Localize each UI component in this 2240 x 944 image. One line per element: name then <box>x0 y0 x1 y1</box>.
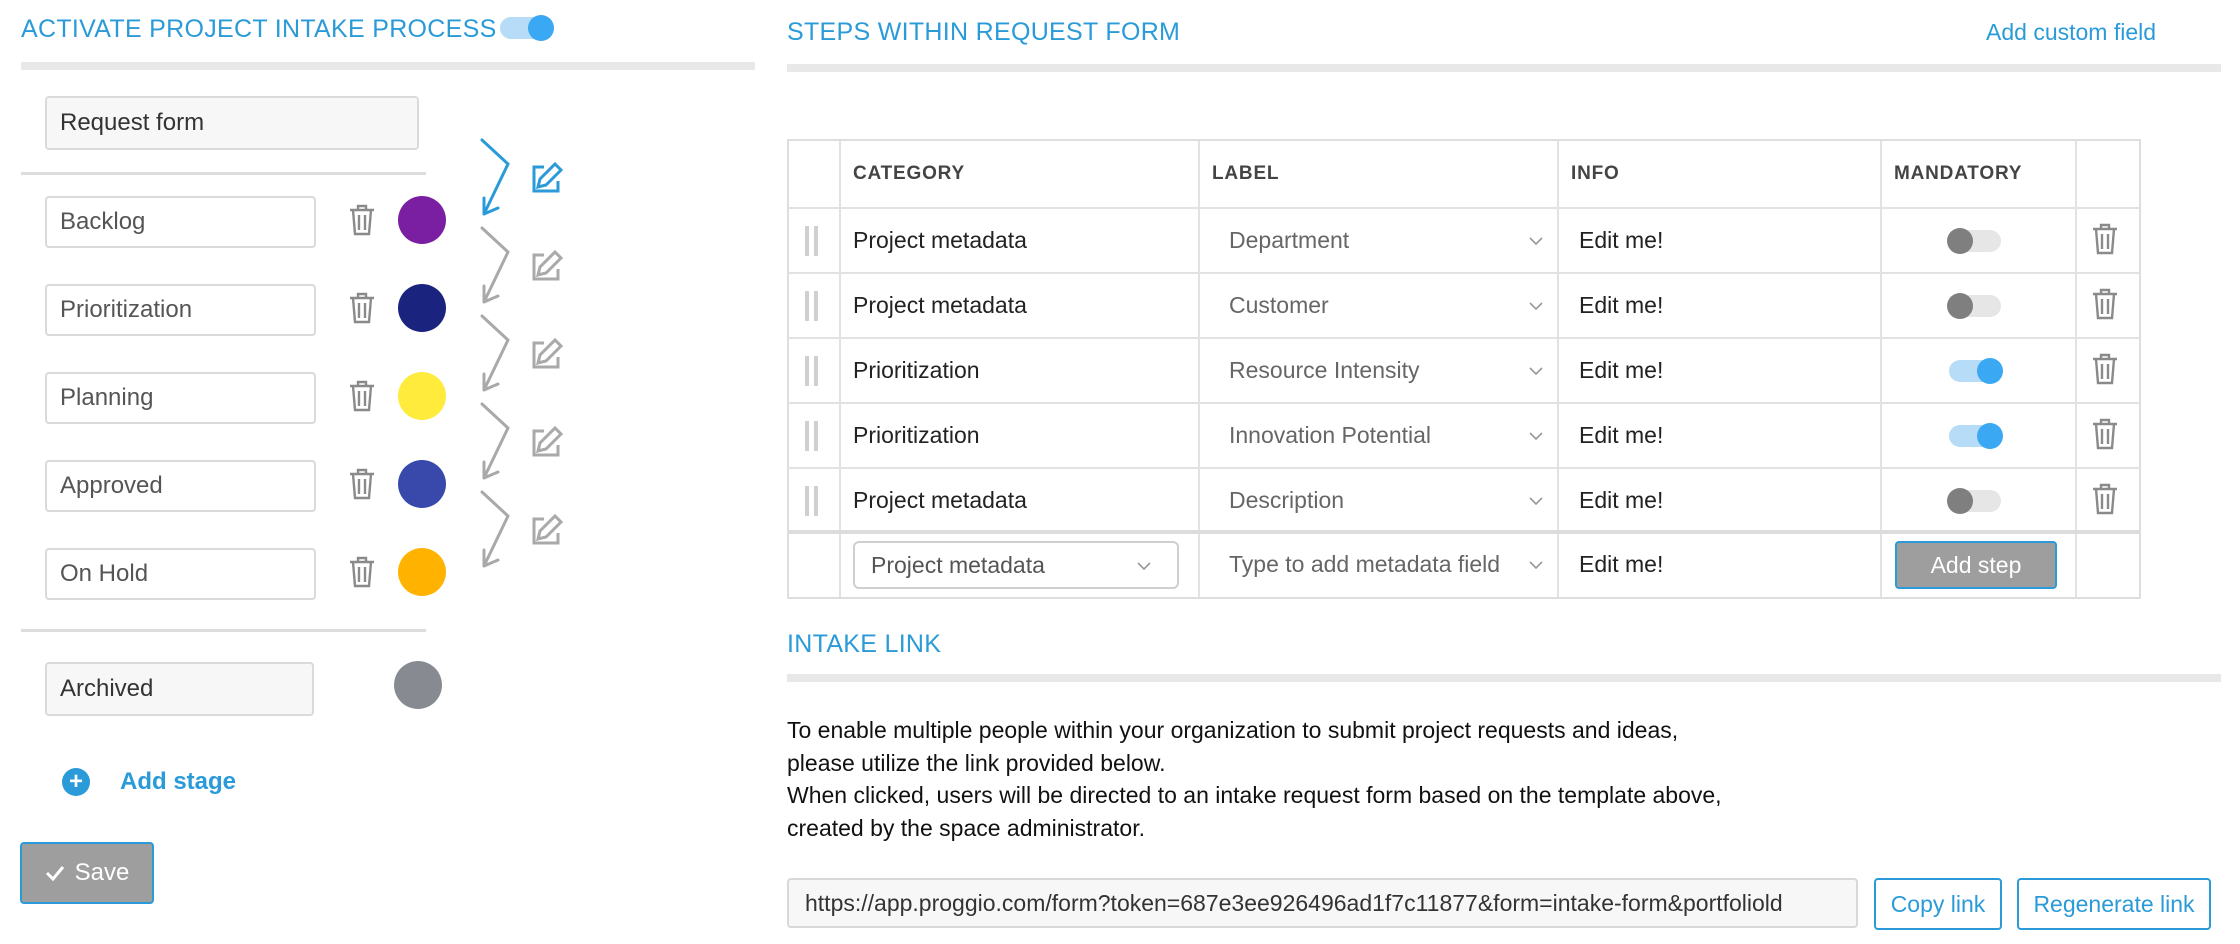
col-header-info: INFO <box>1571 163 1620 184</box>
intake-description <box>787 714 1722 844</box>
divider <box>21 629 426 632</box>
trash-icon[interactable] <box>2090 222 2120 256</box>
col-divider <box>1880 141 1882 597</box>
edit-icon[interactable] <box>528 425 564 461</box>
stage-color-picker[interactable] <box>398 460 446 508</box>
row-divider <box>789 337 2139 339</box>
col-divider <box>1198 141 1200 597</box>
drag-handle-icon[interactable] <box>803 289 821 323</box>
toggle-knob <box>1947 488 1973 514</box>
trash-icon[interactable] <box>347 203 377 237</box>
mandatory-toggle[interactable] <box>1949 360 2001 382</box>
intake-link-title: INTAKE LINK <box>787 630 942 658</box>
chevron-down-icon[interactable] <box>1529 367 1543 375</box>
trash-icon[interactable] <box>347 379 377 413</box>
cell-label[interactable]: Department <box>1229 227 1350 253</box>
toggle-knob <box>1977 423 2003 449</box>
divider <box>21 62 755 70</box>
trash-icon[interactable] <box>347 291 377 325</box>
request-form-field[interactable]: Request form <box>45 96 419 150</box>
cell-category[interactable]: Project metadata <box>853 487 1027 513</box>
stage-name-field-on-hold[interactable]: On Hold <box>45 548 316 600</box>
cell-info[interactable]: Edit me! <box>1579 487 1664 513</box>
intake-url-field[interactable]: https://app.proggio.com/form?token=687e3ee926496ad1f7c11877&form=intake-form&portfoliold <box>787 878 1858 928</box>
category-select-value: Project metadata <box>871 551 1045 578</box>
chevron-down-icon[interactable] <box>1529 302 1543 310</box>
edit-icon[interactable] <box>528 249 564 285</box>
cell-info[interactable]: Edit me! <box>1579 551 1664 577</box>
copy-link-button[interactable]: Copy link <box>1874 878 2002 930</box>
cell-category[interactable]: Project metadata <box>853 292 1027 318</box>
chevron-down-icon[interactable] <box>1529 561 1543 569</box>
chevron-down-icon[interactable] <box>1529 432 1543 440</box>
flow-arrow-icon <box>478 136 518 220</box>
toggle-knob <box>528 15 554 41</box>
stage-name-field-backlog[interactable]: Backlog <box>45 196 316 248</box>
col-header-label: LABEL <box>1212 163 1280 184</box>
stage-color-picker[interactable] <box>398 284 446 332</box>
mandatory-toggle[interactable] <box>1949 295 2001 317</box>
row-divider <box>789 530 2139 534</box>
add-stage-button[interactable] <box>62 768 236 796</box>
category-select[interactable] <box>853 541 1179 589</box>
stage-name-field-planning[interactable]: Planning <box>45 372 316 424</box>
cell-info[interactable]: Edit me! <box>1579 422 1664 448</box>
metadata-field-input[interactable]: Type to add metadata field <box>1229 551 1501 577</box>
toggle-knob <box>1977 358 2003 384</box>
chevron-down-icon[interactable] <box>1529 497 1543 505</box>
trash-icon[interactable] <box>347 467 377 501</box>
edit-icon[interactable] <box>528 161 564 197</box>
trash-icon[interactable] <box>2090 482 2120 516</box>
plus-circle-icon: + <box>62 768 90 796</box>
edit-icon[interactable] <box>528 337 564 373</box>
mandatory-toggle[interactable] <box>1949 230 2001 252</box>
drag-handle-icon[interactable] <box>803 484 821 518</box>
flow-arrow-icon <box>478 312 518 396</box>
steps-title: STEPS WITHIN REQUEST FORM <box>787 18 1181 46</box>
intake-process-toggle[interactable] <box>500 17 552 39</box>
toggle-knob <box>1947 228 1973 254</box>
add-step-button[interactable]: Add step <box>1895 541 2057 589</box>
row-divider <box>789 467 2139 469</box>
drag-handle-icon[interactable] <box>803 224 821 258</box>
col-divider <box>839 141 841 597</box>
trash-icon[interactable] <box>2090 417 2120 451</box>
toggle-knob <box>1947 293 1973 319</box>
flow-arrow-icon <box>478 488 518 572</box>
cell-label[interactable]: Customer <box>1229 292 1329 318</box>
stage-name-field-archived[interactable]: Archived <box>45 662 314 716</box>
save-button[interactable] <box>20 842 154 904</box>
stage-color-picker[interactable] <box>398 196 446 244</box>
chevron-down-icon[interactable] <box>1529 237 1543 245</box>
cell-category[interactable]: Prioritization <box>853 357 980 383</box>
intake-process-title: ACTIVATE PROJECT INTAKE PROCESS <box>21 15 497 43</box>
mandatory-toggle[interactable] <box>1949 425 2001 447</box>
stage-color-picker[interactable] <box>398 372 446 420</box>
drag-handle-icon[interactable] <box>803 354 821 388</box>
cell-info[interactable]: Edit me! <box>1579 292 1664 318</box>
divider <box>787 64 2221 72</box>
stage-name-field-approved[interactable]: Approved <box>45 460 316 512</box>
trash-icon[interactable] <box>347 555 377 589</box>
cell-category[interactable]: Prioritization <box>853 422 980 448</box>
row-divider <box>789 207 2139 209</box>
cell-info[interactable]: Edit me! <box>1579 357 1664 383</box>
paragraph-line: please utilize the link provided below. <box>787 749 1166 776</box>
divider <box>21 172 426 175</box>
col-header-category: CATEGORY <box>853 163 965 184</box>
flow-arrow-icon <box>478 400 518 484</box>
col-divider <box>1557 141 1559 597</box>
add-stage-label: Add stage <box>120 768 237 795</box>
cell-info[interactable]: Edit me! <box>1579 227 1664 253</box>
paragraph-line: To enable multiple people within your organization to submit project requests and ideas, <box>787 717 1679 743</box>
trash-icon[interactable] <box>2090 287 2120 321</box>
mandatory-toggle[interactable] <box>1949 490 2001 512</box>
cell-label[interactable]: Description <box>1229 487 1345 513</box>
steps-table <box>787 139 2141 599</box>
edit-icon[interactable] <box>528 513 564 549</box>
divider <box>787 674 2221 682</box>
cell-label[interactable]: Resource Intensity <box>1229 357 1420 383</box>
paragraph-line: created by the space administrator. <box>787 814 1145 841</box>
add-custom-field-link[interactable]: Add custom field <box>1986 19 2157 45</box>
col-divider <box>2075 141 2077 597</box>
regenerate-link-button[interactable]: Regenerate link <box>2017 878 2211 930</box>
trash-icon[interactable] <box>2090 352 2120 386</box>
checkmark-icon <box>45 865 65 881</box>
stage-color-picker[interactable] <box>398 548 446 596</box>
flow-arrow-icon <box>478 224 518 308</box>
row-divider <box>789 272 2139 274</box>
cell-category[interactable]: Project metadata <box>853 227 1027 253</box>
row-divider <box>789 402 2139 404</box>
drag-handle-icon[interactable] <box>803 419 821 453</box>
stage-name-field-prioritization[interactable]: Prioritization <box>45 284 316 336</box>
save-label: Save <box>74 859 130 886</box>
col-header-mandatory: MANDATORY <box>1894 163 2023 184</box>
chevron-down-icon <box>1137 562 1151 570</box>
stage-color-picker[interactable] <box>394 661 442 709</box>
cell-label[interactable]: Innovation Potential <box>1229 422 1432 448</box>
paragraph-line: When clicked, users will be directed to an intake request form based on the template above, <box>787 782 1722 808</box>
